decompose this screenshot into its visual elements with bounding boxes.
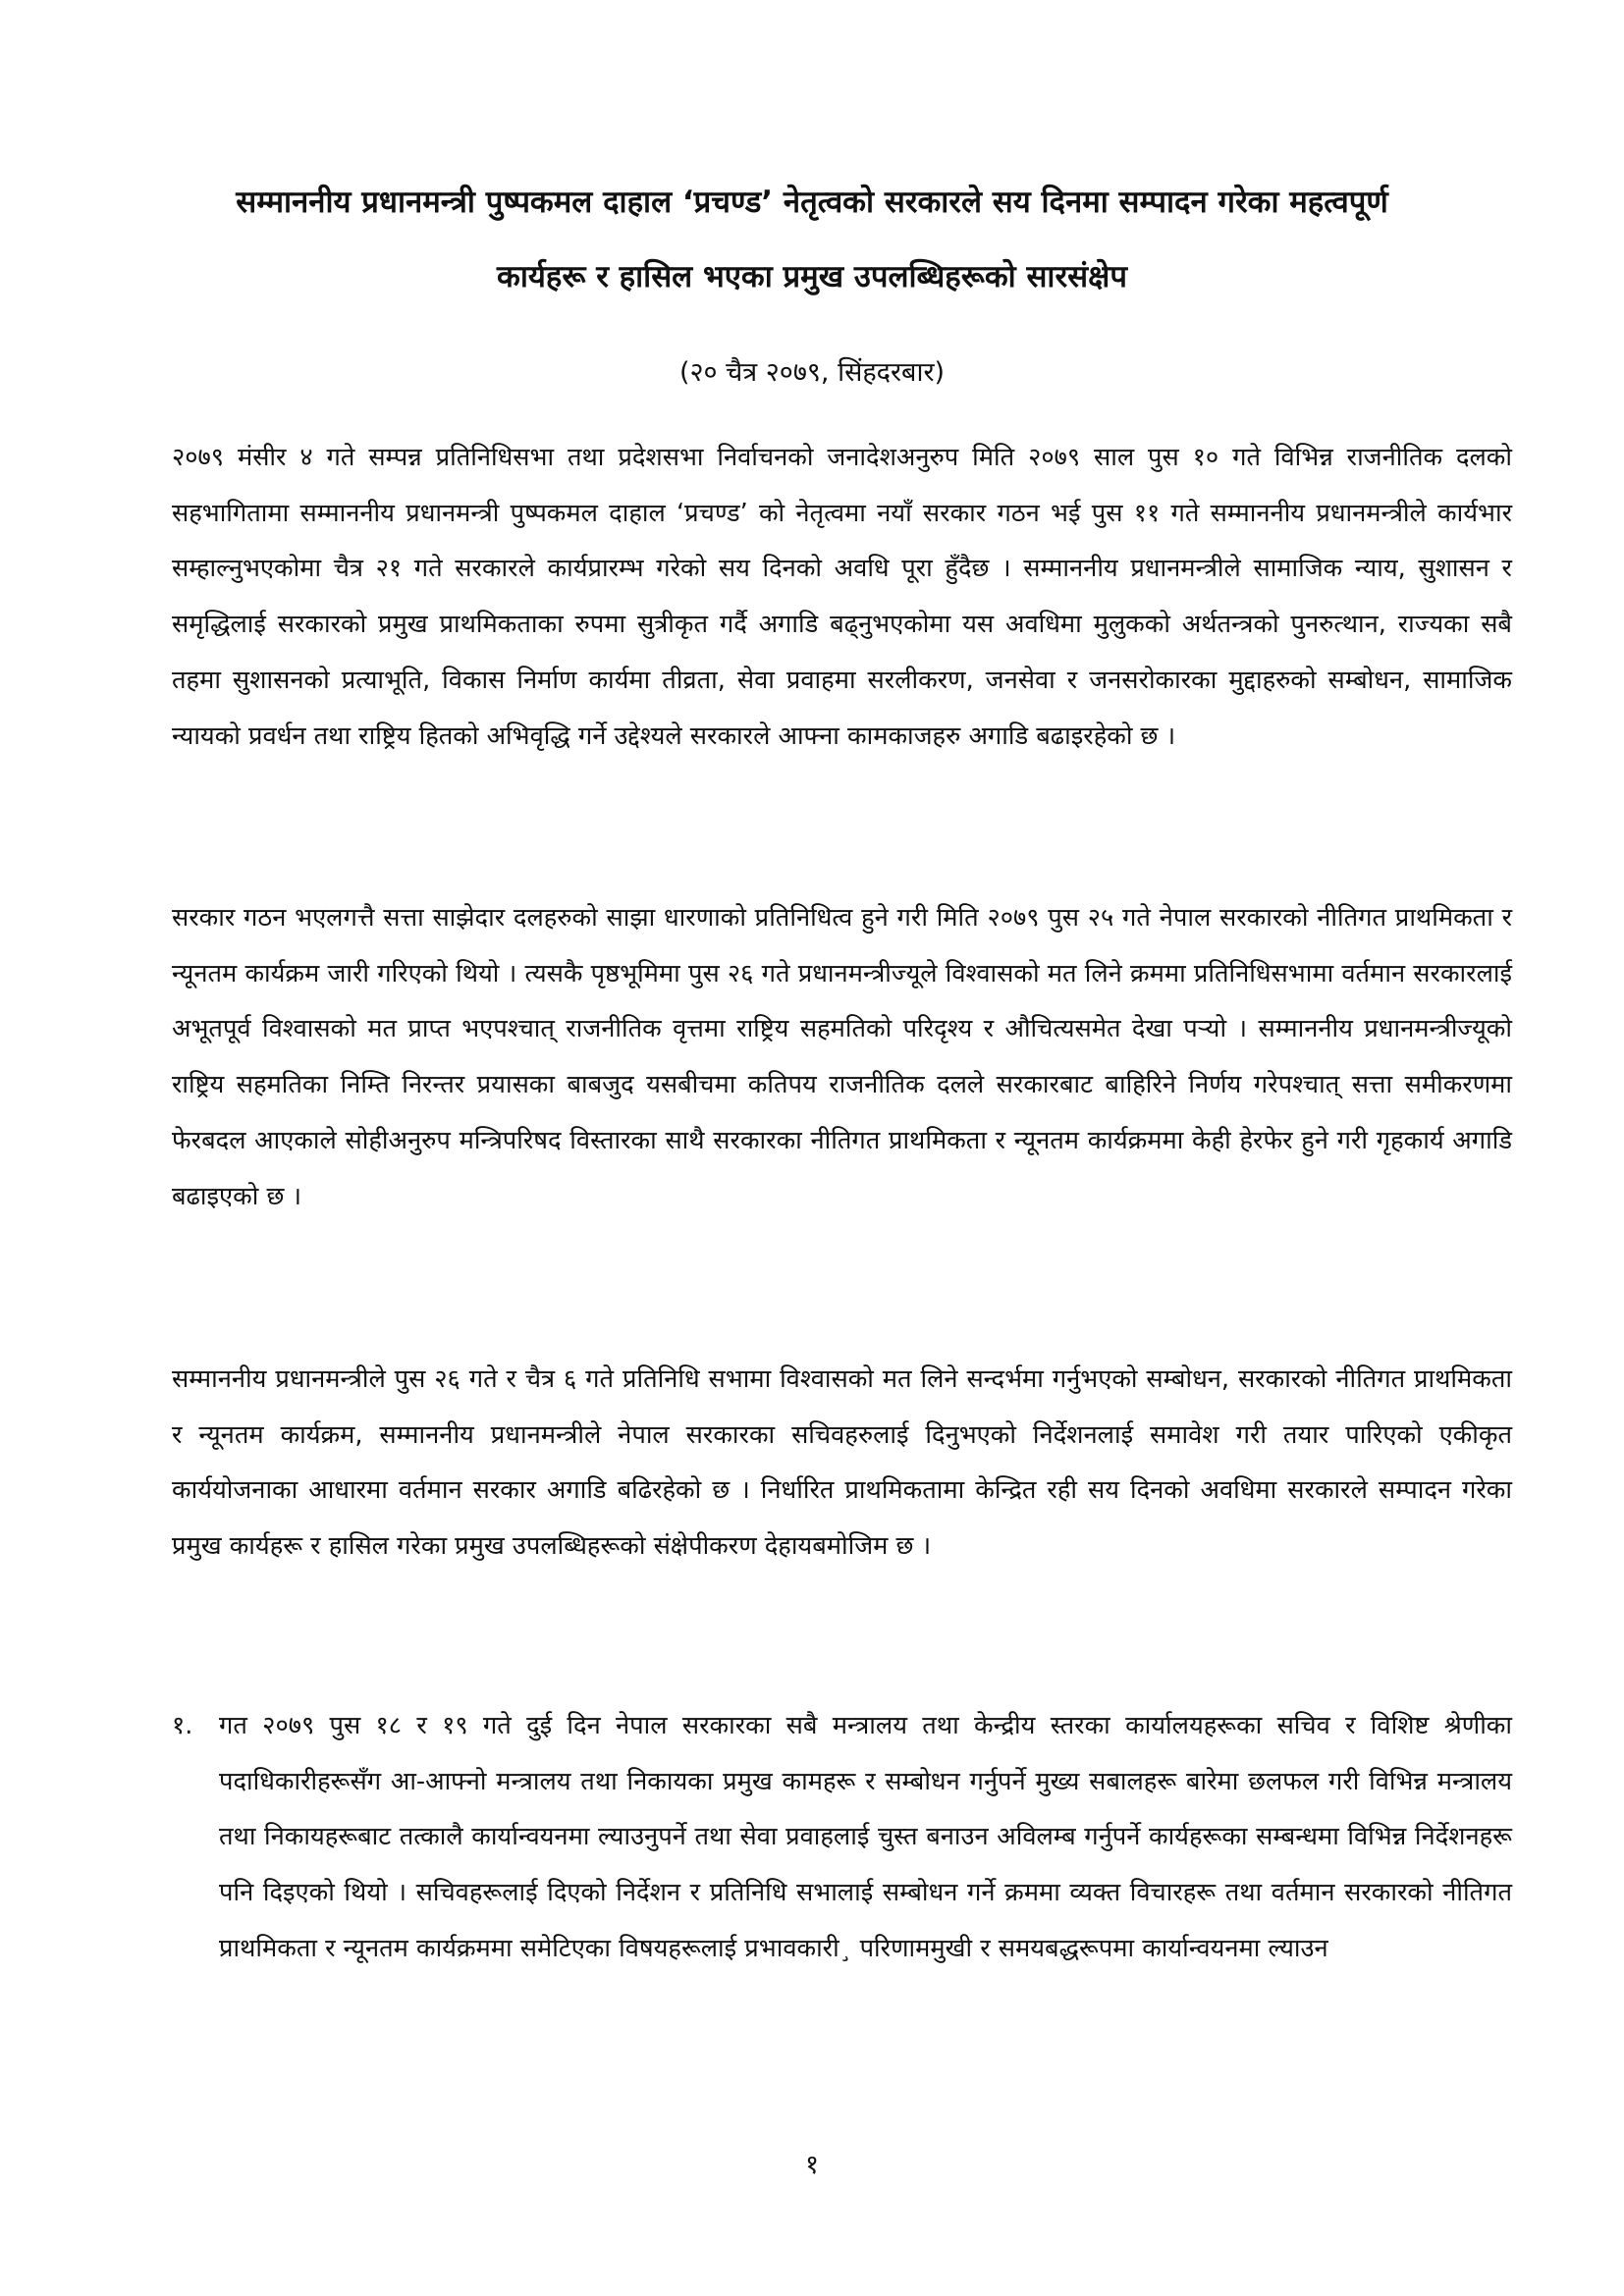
document-date: (२० चैत्र २०७९, सिंहदरबार) xyxy=(678,357,946,388)
paragraph-government-formation: सरकार गठन भएलगत्तै सत्ता साझेदार दलहरुको साझा धारणाको प्रतिनिधित्व हुने गरी मिति २०७९ पुस २५ गते नेपाल सरकारको नीतिगत प्राथमिकता र न्यूनतम कार्यक्रम जारी गरिएको थियो । त्यसकै पृष्ठभूमिमा पुस २६ गते प्रधानमन्त्रीज्यूले विश्वासको मत लिने क्रममा प्रतिनिधिसभामा वर्तमान सरकारलाई अभूतपूर्व विश्वासको मत प्राप्त भएपश्चात् राजनीतिक वृत्तमा राष्ट्रिय सहमतिको परिदृश्य र औचित्यसमेत देखा पर्‍यो । सम्माननीय प्रधानमन्त्रीज्यूको राष्ट्रिय सहमतिका निम्ति निरन्तर प्रयासका बाबजुद यसबीचमा कतिपय राजनीतिक दलले सरकारबाट बाहिरिने निर्णय गरेपश्चात् सत्ता समीकरणमा फेरबदल आएकाले सोहीअनुरुप मन्त्रिपरिषद विस्तारका साथै सरकारका नीतिगत प्राथमिकता र न्यूनतम कार्यक्रममा केही हेरफेर हुने गरी गृहकार्य अगाडि बढाइएको छ । xyxy=(172,903,1512,1211)
document-title-line-2: कार्यहरू र हासिल भएका प्रमुख उपलब्धिहरूको सारसंक्षेप xyxy=(497,259,1127,294)
paragraph-intro: २०७९ मंसीर ४ गते सम्पन्न प्रतिनिधिसभा तथा प्रदेशसभा निर्वाचनको जनादेशअनुरुप मिति २०७९ साल पुस १० गते विभिन्न राजनीतिक दलको सहभागितामा सम्माननीय प्रधानमन्त्री पुष्पकमल दाहाल ‘प्रचण्ड’ को नेतृत्वमा नयाँ सरकार गठन भई पुस ११ गते सम्माननीय प्रधानमन्त्रीले कार्यभार सम्हाल्नुभएकोमा चैत्र २१ गते सरकारले कार्यप्रारम्भ गरेको सय दिनको अवधि पूरा हुँदैछ । सम्माननीय प्रधानमन्त्रीले सामाजिक न्याय, सुशासन र समृद्धिलाई सरकारको प्रमुख प्राथमिकताका रुपमा सुत्रीकृत गर्दै अगाडि बढ्नुभएकोमा यस अवधिमा मुलुकको अर्थतन्त्रको पुनरुत्थान, राज्यका सबै तहमा सुशासनको प्रत्याभूति, विकास निर्माण कार्यमा तीव्रता, सेवा प्रवाहमा सरलीकरण, जनसेवा र जनसरोकारका मुद्दाहरुको सम्बोधन, सामाजिक न्यायको प्रवर्धन तथा राष्ट्रिय हितको अभिवृद्धि गर्ने उद्देश्यले सरकारले आफ्ना कामकाजहरु अगाडि बढाइरहेको छ । xyxy=(172,443,1512,751)
paragraph-summary: सम्माननीय प्रधानमन्त्रीले पुस २६ गते र चैत्र ६ गते प्रतिनिधि सभामा विश्वासको मत लिने सन्दर्भमा गर्नुभएको सम्बोधन, सरकारको नीतिगत प्राथमिकता र न्यूनतम कार्यक्रम, सम्माननीय प्रधानमन्त्रीले नेपाल सरकारका सचिवहरुलाई दिनुभएको निर्देशनलाई समावेश गरी तयार पारिएको एकीकृत कार्ययोजनाका आधारमा वर्तमान सरकार अगाडि बढिरहेको छ । निर्धारित प्राथमिकतामा केन्द्रित रही सय दिनको अवधिमा सरकारले सम्पादन गरेका प्रमुख कार्यहरू र हासिल गरेका प्रमुख उपलब्धिहरूको संक्षेपीकरण देहायबमोजिम छ । xyxy=(172,1364,1512,1562)
page-number: १ xyxy=(804,2150,820,2180)
list-item-text: गत २०७९ पुस १८ र १९ गते दुई दिन नेपाल सरकारका सबै मन्त्रालय तथा केन्द्रीय स्तरका कार्यालयहरूका सचिव र विशिष्ट श्रेणीका पदाधिकारीहरूसँग आ-आफ्नो मन्त्रालय तथा निकायका प्रमुख कामहरू र सम्बोधन गर्नुपर्ने मुख्य सबालहरू बारेमा छलफल गरी विभिन्न मन्त्रालय तथा निकायहरूबाट तत्कालै कार्यान्वयनमा ल्याउनुपर्ने तथा सेवा प्रवाहलाई चुस्त बनाउन अविलम्ब गर्नुपर्ने कार्यहरूका सम्बन्धमा विभिन्न निर्देशनहरू पनि दिइएको थियो । सचिवहरूलाई दिएको निर्देशन र प्रतिनिधि सभालाई सम्बोधन गर्ने क्रममा व्यक्त विचारहरू तथा वर्तमान सरकारको नीतिगत प्राथमिकता र न्यूनतम कार्यक्रममा समेटिएका विषयहरूलाई प्रभावकारी¸ परिणाममुखी र समयबद्धरूपमा कार्यान्वयनमा ल्याउन xyxy=(219,1711,1512,1963)
list-item-number: १. xyxy=(172,1711,193,1740)
document-title-line-1: सम्माननीय प्रधानमन्त्री पुष्पकमल दाहाल ‘प्रचण्ड’ नेतृत्वको सरकारले सय दिनमा सम्पादन गरेका महत्वपूर्ण xyxy=(236,185,1388,220)
